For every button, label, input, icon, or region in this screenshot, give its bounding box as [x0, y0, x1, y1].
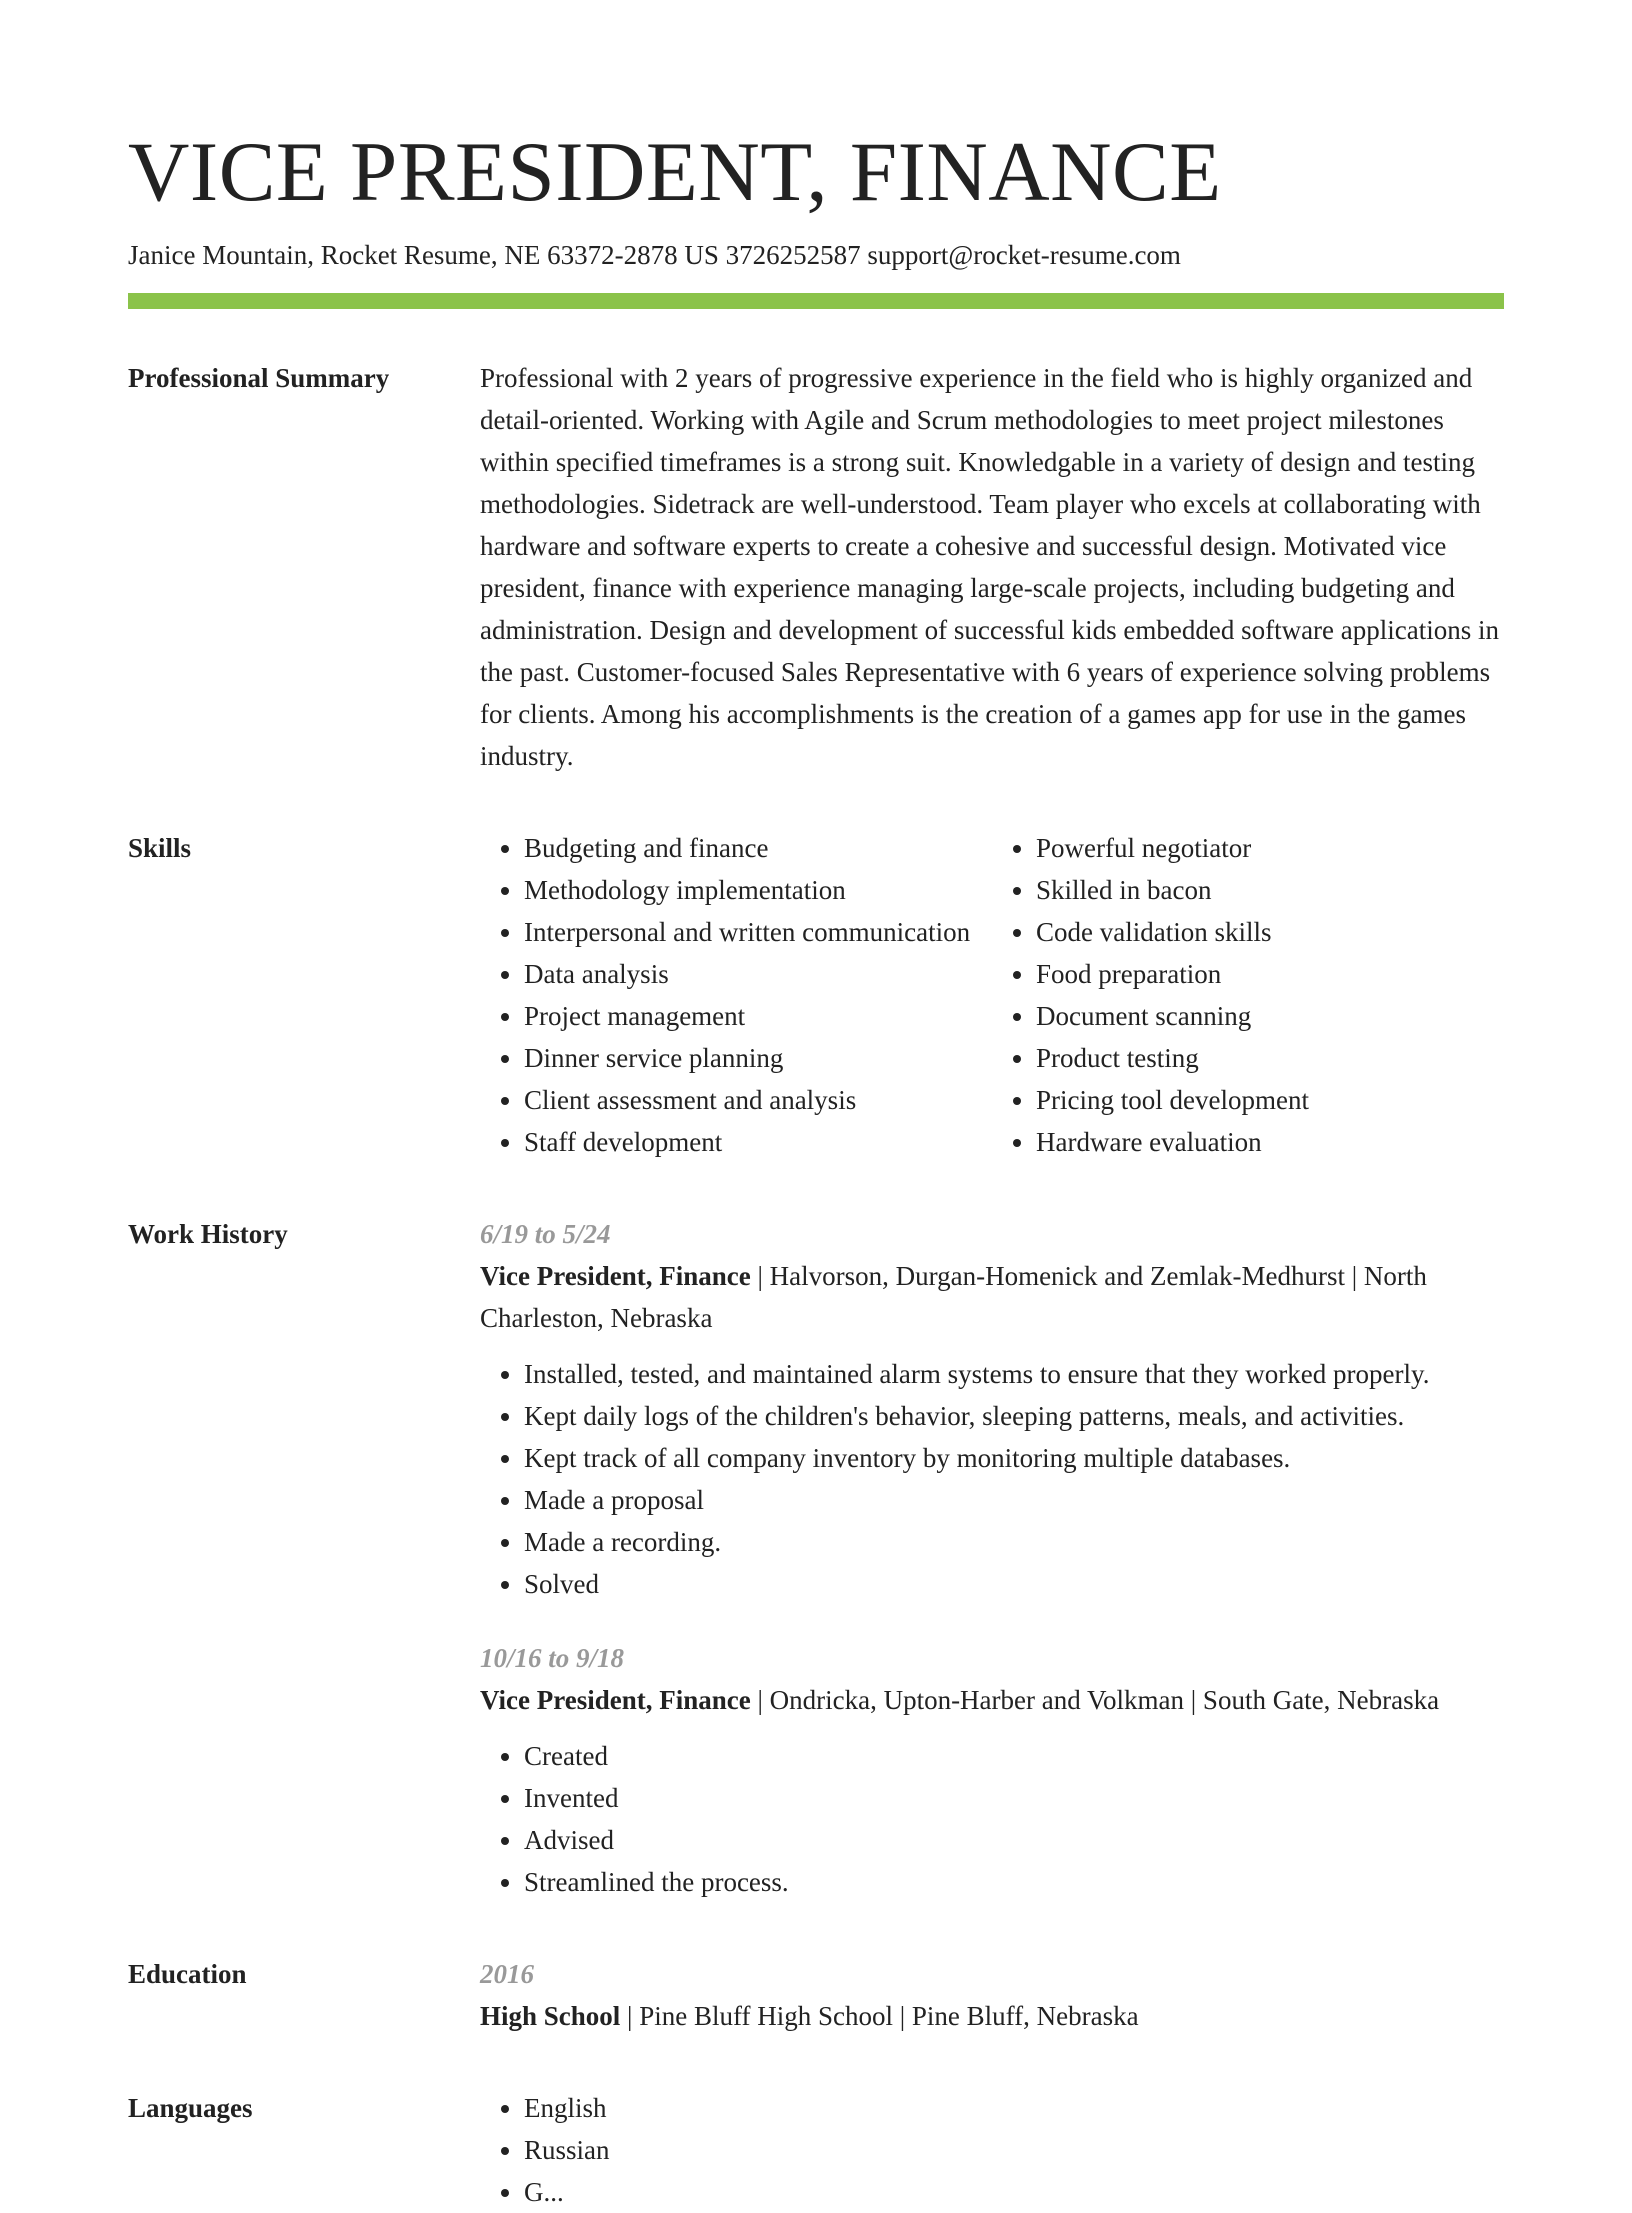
skills-list-left — [480, 827, 992, 1163]
languages-section — [128, 2087, 1504, 2213]
skill-item: • Hardware evaluation — [1036, 1121, 1504, 1163]
languages-list — [480, 2087, 1504, 2213]
contact-line: Janice Mountain, Rocket Resume, NE 63372-2878 US 3726252587 support@rocket-resume.com — [128, 240, 1181, 270]
skill-item: • Methodology implementation — [524, 869, 992, 911]
education-section — [128, 1953, 1504, 2037]
skill-item: • Code validation skills — [1036, 911, 1504, 953]
skill-item: • Dinner service planning — [524, 1037, 992, 1079]
job-bullet: • Kept track of all company inventory by monitoring multiple databases. — [524, 1437, 1504, 1479]
job-bullet: • Made a proposal — [524, 1479, 1504, 1521]
education-heading: High School | Pine Bluff High School | Pine Bluff, Nebraska — [480, 2001, 1139, 2032]
section-label-education: Education — [128, 1959, 247, 1990]
section-label-languages: Languages — [128, 2093, 253, 2124]
job-bullet: • Advised — [524, 1819, 1504, 1861]
education-location: Pine Bluff, Nebraska — [911, 2001, 1139, 2032]
skills-section — [128, 827, 1504, 1163]
section-label-work: Work History — [128, 1219, 288, 1250]
job-company: Halvorson, Durgan-Homenick and Zemlak-Medhurst — [769, 1261, 1345, 1292]
job-dates: 10/16 to 9/18 — [480, 1643, 625, 1674]
job-heading: Vice President, Finance | Ondricka, Upton-Harber and Volkman | South Gate, Nebraska — [480, 1685, 1440, 1716]
job-bullet: • Kept daily logs of the children's behavior, sleeping patterns, meals, and activities. — [524, 1395, 1504, 1437]
job-heading: Vice President, Finance | Halvorson, Durgan-Homenick and Zemlak-Medhurst | North Charleston, Nebraska — [480, 1261, 1427, 1334]
skill-item: • Food preparation — [1036, 953, 1504, 995]
job-bullet: • Solved — [524, 1563, 1504, 1605]
job-title: Vice President, Finance — [480, 1261, 751, 1292]
section-label-summary: Professional Summary — [128, 363, 390, 394]
job-location: North Charleston, Nebraska — [480, 1261, 1427, 1334]
education-year: 2016 — [480, 1959, 534, 1990]
job-bullets — [480, 1353, 1504, 1605]
skill-item: • Document scanning — [1036, 995, 1504, 1037]
skill-item: • Data analysis — [524, 953, 992, 995]
skill-item: • Powerful negotiator — [1036, 827, 1504, 869]
job-bullet: • Streamlined the process. — [524, 1861, 1504, 1903]
education-school: Pine Bluff High School — [639, 2001, 893, 2032]
job-bullet: • Invented — [524, 1777, 1504, 1819]
resume-title: VICE PRESIDENT, FINANCE — [128, 125, 1222, 219]
skill-item: • Client assessment and analysis — [524, 1079, 992, 1121]
job-bullet: • Made a recording. — [524, 1521, 1504, 1563]
language-item: • English — [524, 2087, 1504, 2129]
skill-item: • Product testing — [1036, 1037, 1504, 1079]
skill-item: • Pricing tool development — [1036, 1079, 1504, 1121]
job-location: South Gate, Nebraska — [1202, 1685, 1440, 1716]
skills-list-right — [992, 827, 1504, 1163]
job-company: Ondricka, Upton-Harber and Volkman — [769, 1685, 1185, 1716]
job-bullet: • Installed, tested, and maintained alarm systems to ensure that they worked properly. — [524, 1353, 1504, 1395]
job-bullet: • Created — [524, 1735, 1504, 1777]
job-entry — [480, 1637, 1504, 1903]
job-entry — [480, 1213, 1504, 1605]
language-item: • Russian — [524, 2129, 1504, 2171]
accent-divider — [128, 293, 1504, 309]
skill-item: • Project management — [524, 995, 992, 1037]
job-bullets — [480, 1735, 1504, 1903]
job-dates: 6/19 to 5/24 — [480, 1219, 611, 1250]
language-item: • G... — [524, 2171, 1504, 2213]
education-degree: High School — [480, 2001, 621, 2032]
job-title: Vice President, Finance — [480, 1685, 751, 1716]
skill-item: • Budgeting and finance — [524, 827, 992, 869]
resume-page — [128, 0, 1504, 2213]
summary-section — [128, 357, 1504, 777]
skill-item: • Interpersonal and written communication — [524, 911, 992, 953]
section-label-skills: Skills — [128, 833, 192, 864]
skill-item: • Skilled in bacon — [1036, 869, 1504, 911]
summary-text: Professional with 2 years of progressive experience in the field who is highly organized and detail-oriented. Working with Agile and Scrum methodologies to meet project milestones within specified timeframes is a strong suit. Knowledgable in a variety of design and testing methodologies. Sidetrack are well-understood. Team player who excels at collaborating with hardware and software experts to create a cohesive and successful design. Motivated vice president, finance with experience managing large-scale projects, including budgeting and administration. Design and development of successful kids embedded software applications in the past. Customer-focused Sales Representative with 6 years of experience solving problems for clients. Among his accomplishments is the creation of a games app for use in the games industry. — [480, 363, 1499, 772]
skill-item: • Staff development — [524, 1121, 992, 1163]
work-history-section — [128, 1213, 1504, 1903]
